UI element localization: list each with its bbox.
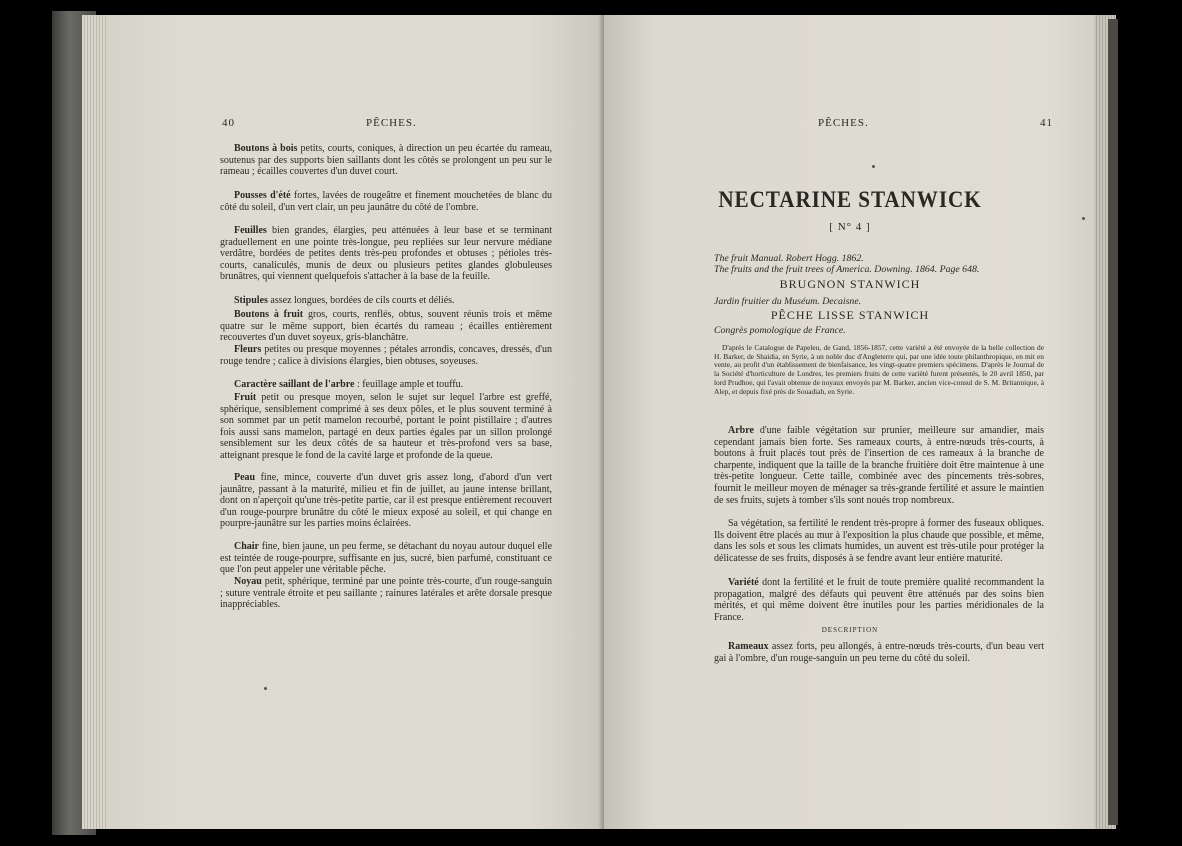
paragraph: Rameaux assez forts, peu allongés, à entre-nœuds très-courts, d'un beau vert gai à l'ombre, d'un rouge-sanguin un peu terne du côté du soleil. (714, 641, 1044, 664)
synonym-heading: PÊCHE LISSE STANWICH (770, 308, 930, 322)
book-cover-right (1108, 19, 1118, 825)
running-head-left: PÊCHES. (366, 117, 417, 129)
paragraph: Arbre d'une faible végétation sur prunier, meilleure sur amandier, mais cependant jamais bien forte. Ses rameaux courts, à entre-nœuds très-courts, à boutons à fruit placés tout près de l'insertion de ces rameaux à la branche de charpente, indiquent que la taille de la branche fruitière doit être maintenue à une très-petite longueur. Cette taille, combinée avec des pincements très-sobres, fournit le meilleur moyen de ménager sa très-grande fertilité et assure le maintien de ses fruits, sujets à tomber s'ils sont noués trop nombreux. (714, 425, 1045, 506)
synonym-heading: BRUGNON STANWICH (779, 277, 921, 291)
reference: The fruit Manual. Robert Hogg. 1862. (714, 253, 864, 264)
page-number-right: 41 (1040, 117, 1053, 129)
reference: Jardin fruitier du Muséum. Decaisne. (714, 296, 862, 307)
paragraph: Caractère saillant de l'arbre : feuillage ample et touffu. (234, 379, 464, 390)
paragraph: Stipules assez longues, bordées de cils courts et déliés. (234, 295, 455, 306)
page-speck (872, 165, 875, 168)
reference: Congrès pomologique de France. (714, 325, 846, 336)
reference: The fruits and the fruit trees of America. Downing. 1864. Page 648. (714, 264, 980, 275)
right-page (604, 15, 1096, 829)
footnote: D'après le Catalogue de Papeleu, de Gand, 1856-1857, cette variété a été envoyée de la belle collection de H. Barker, de Shaidia, en Syrie, à un noble duc d'Angleterre qui, par une idée toute philanthropique, en mit en vente, au profit d'un établissement de bienfaisance, les vingt-quatre premiers spécimens. D'après le Journal de la Société d'horticulture de Londres, les premiers fruits de cette variété furent présentés, le 20 avril 1850, par lord Prudhoe, qui l'avait obtenue de noyaux envoyés par M. Barker, ancien vice-consul de S. M. Britannique, à Alep, et depuis fixé près de Souadiah, en Syrie. (714, 343, 1044, 396)
paragraph: Pousses d'été fortes, lavées de rougeâtre et finement mouchetées de blanc du côté du soleil, d'un vert clair, un peu jaunâtre du côté de l'ombre. (220, 190, 552, 213)
paragraph: Peau fine, mince, couverte d'un duvet gris assez long, d'abord d'un vert jaunâtre, passant à la maturité, milieu et fin de juillet, au jaune intense brillant, dont on n'aperçoit qu'une très-petite partie, car il est presque entièrement recouvert d'un rouge-pourpre brunâtre du côté le mieux exposé au soleil, et qui change en pourpre-jaunâtre sur les parties moins éclairées. (220, 472, 553, 530)
page-speck (1082, 217, 1085, 220)
paragraph: Variété dont la fertilité et le fruit de toute première qualité recommandent la propagation, malgré des défauts qui peuvent être atténués par des soins bien mérités, et qui même doivent être inutiles pour les parties méridionales de la France. (714, 577, 1045, 623)
variety-number: [ N° 4 ] (829, 221, 871, 233)
paragraph: Fruit petit ou presque moyen, selon le sujet sur lequel l'arbre est greffé, sphérique, sensiblement comprimé à ses deux pôles, et le plus souvent terminé à son sommet par un petit mamelon recourbé, portant le point pistillaire ; d'autres fois aussi sans mamelon, partagé en deux parties égales par un sillon prolongé sensiblement sur les deux côtés de sa hauteur et très-profond vers sa base, atteignant presque le fond de la cavité large et profonde de la queue. (220, 392, 552, 461)
paragraph: Noyau petit, sphérique, terminé par une pointe très-courte, d'un rouge-sanguin ; suture ventrale étroite et peu saillante ; rainures latérales et arête dorsale presque inappréciables. (220, 576, 552, 611)
paragraph: Sa végétation, sa fertilité le rendent très-propre à former des fuseaux obliques. Ils doivent être placés au mur à l'exposition la plus chaude que possible, et même, dans les sols et sous les climats humides, un auvent est très-utile pour protéger la délicatesse de ses fruits, disposés à se fendre avant leur entière maturité. (714, 518, 1044, 564)
page-edges-left (82, 15, 108, 829)
left-page (106, 15, 604, 829)
paragraph: Chair fine, bien jaune, un peu ferme, se détachant du noyau autour duquel elle est teintée de rouge-pourpre, suffisante en jus, sucré, bien parfumé, constituant ce que l'on peut appeler une véritable pêche. (220, 541, 553, 576)
paragraph: Boutons à bois petits, courts, coniques, à direction un peu écartée du rameau, soutenus par des supports bien saillants dont les côtés se prolongent un peu sur le rameau ; écailles couvertes d'un duvet court. (220, 143, 553, 178)
paragraph: Fleurs petites ou presque moyennes ; pétales arrondis, concaves, dressés, d'un rouge tendre ; calice à divisions élargies, bien obtuses, soyeuses. (220, 344, 553, 367)
page-number-left: 40 (222, 117, 235, 129)
paragraph: Feuilles bien grandes, élargies, peu atténuées à leur base et se terminant graduellement en une pointe très-longue, peu repliées sur leur nervure médiane verdâtre, bordées de petites dents très-peu profondes et obtuses ; pétioles très-courts, canaliculés, munis de deux ou plusieurs petites glandes globuleuses brunâtres, qui viennent quelquefois s'attacher à la base de la feuille. (220, 225, 552, 283)
running-head-right: PÊCHES. (818, 117, 869, 129)
paragraph: Boutons à fruit gros, courts, renflés, obtus, souvent réunis trois et même quatre sur le même support, bien écartés du rameau ; écailles entièrement recouvertes d'un duvet soyeux, gris-blanchâtre. (220, 309, 553, 344)
open-book (52, 11, 1118, 835)
section-heading: DESCRIPTION (821, 626, 879, 634)
page-speck (264, 687, 267, 690)
page-title: NECTARINE STANWICK (718, 187, 982, 212)
